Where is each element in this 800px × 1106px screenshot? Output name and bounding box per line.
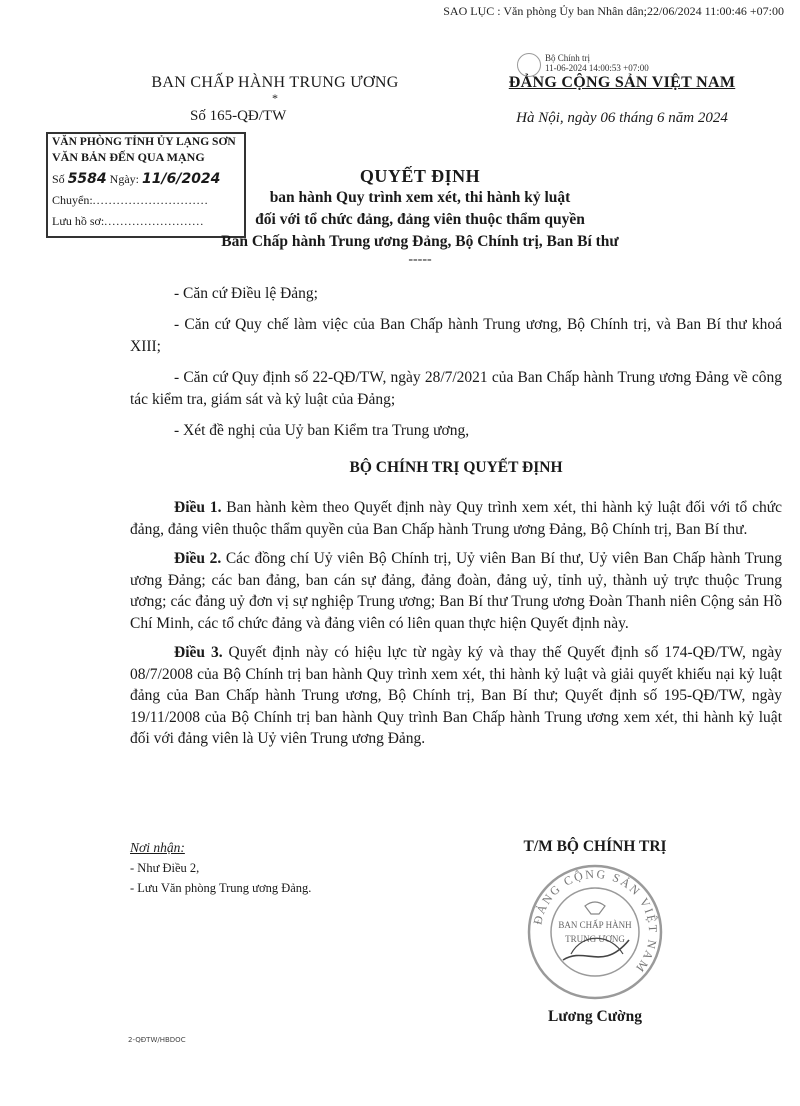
issuer-name: BAN CHẤP HÀNH TRUNG ƯƠNG [151,74,399,91]
digital-signature-timestamp: 11-06-2024 14:00:53 +07:00 [545,63,649,73]
received-stamp-office: VĂN PHÒNG TỈNH ỦY LẠNG SƠN [52,136,236,148]
signature-block [465,838,725,1026]
official-seal [525,862,665,1002]
document-type: QUYẾT ĐỊNH [359,166,481,186]
party-header [462,74,782,127]
seal-emblem-icon [585,902,605,914]
decision-heading: BỘ CHÍNH TRỊ QUYẾT ĐỊNH [349,459,563,476]
article-text: Các đồng chí Uỷ viên Bộ Chính trị, Uỷ viên Ban Bí thư, Uỷ viên Ban Chấp hành Trung ương Đảng; các ban đảng, ban cán sự đảng, đảng đoàn, đảng uỷ, tỉnh uỷ, thành uỷ trực thuộc Trung ương; các đảng uỷ đơn vị sự nghiệp Trung ương; Ban Bí thư Trung ương Đoàn Thanh niên Cộng sản Hồ Chí Minh, các tổ chức đảng và đảng viên có liên quan thực hiện Quyết định này. [130,550,783,632]
legal-basis: - Căn cứ Quy chế làm việc của Ban Chấp hành Trung ương, Bộ Chính trị, và Ban Bí thư khoá XIII; [130,316,782,355]
seal-center-line-1: BAN CHẤP HÀNH [558,920,632,930]
signer-name: Lương Cường [548,1008,642,1025]
title-line-1: ban hành Quy trình xem xét, thi hành kỷ luật [269,189,571,206]
party-name: ĐẢNG CỘNG SẢN VIỆT NAM [508,74,736,91]
document-number: Số 165-QĐ/TW [190,108,287,124]
title-line-2: đối với tổ chức đảng, đảng viên thuộc thẩm quyền [255,211,585,228]
received-date-label: Ngày [109,172,136,186]
issuer-header [80,74,470,125]
seal-center-line-2: TRUNG ƯƠNG [565,934,625,944]
place-date: Hà Nội, ngày 06 tháng 6 năm 2024 [516,110,728,126]
title-separator: ----- [408,252,432,267]
legal-bases [130,283,782,451]
digital-signature-signer: Bộ Chính trị [545,53,591,63]
recipient-item: - Lưu Văn phòng Trung ương Đảng. [130,881,312,895]
articles [130,497,782,758]
received-number-label: Số [52,172,65,186]
article-text: Ban hành kèm theo Quyết định này Quy trình xem xét, thi hành kỷ luật đối với tổ chức đảng, đảng viên thuộc thẩm quyền của Ban Chấp hành Trung ương Đảng, Bộ Chính trị, Ban Bí thư. [130,499,783,538]
header-star: * [272,91,278,105]
copy-certification-line: SAO LỤC : Văn phòng Ủy ban Nhân dân;22/06/2024 11:00:46 +07:00 [443,4,784,18]
seal-icon [525,862,665,1002]
recipient-item: - Như Điều 2, [130,861,200,875]
received-stamp-file-row: Lưu hồ sơ:......................... [52,214,205,228]
article-label: Điều 1. [174,499,222,516]
legal-basis: - Căn cứ Quy định số 22-QĐ/TW, ngày 28/7/2021 của Ban Chấp hành Trung ương Đảng về công tác kiểm tra, giám sát và kỷ luật của Đảng; [130,369,782,408]
received-stamp-channel: VĂN BẢN ĐẾN QUA MẠNG [52,150,205,164]
article-3 [130,642,782,750]
received-stamp-transfer-row: Chuyển:............................. [52,193,209,207]
digital-signature-stamp [545,53,649,73]
seal-ring-text: ĐẢNG CỘNG SẢN VIỆT NAM [530,866,661,977]
received-date-value: 11/6/2024 [142,171,221,187]
received-file-label: Lưu hồ sơ: [52,214,105,228]
received-stamp-number-row: Số 5584 Ngày: 11/6/2024 [52,171,221,187]
recipients-label: Nơi nhận: [130,840,185,855]
received-transfer-label: Chuyển: [52,193,93,207]
article-label: Điều 3. [174,644,223,661]
footer-code: 2-QĐTW/HBDOC [128,1036,186,1044]
on-behalf-of: T/M BỘ CHÍNH TRỊ [523,838,667,855]
received-number-value: 5584 [67,171,107,187]
decision-title-block [200,166,640,267]
article-2 [130,548,782,634]
legal-basis: - Xét đề nghị của Uỷ ban Kiểm tra Trung ương, [174,422,470,439]
article-label: Điều 2. [174,550,222,567]
recipients [130,838,311,898]
legal-basis: - Căn cứ Điều lệ Đảng; [174,285,318,302]
article-text: Quyết định này có hiệu lực từ ngày ký và thay thế Quyết định số 174-QĐ/TW, ngày 08/7/2008 của Bộ Chính trị ban hành Quy trình xem xét, thi hành kỷ luật và giải quyết khiếu nại kỷ luật đảng của Ban Chấp hành Trung ương, Bộ Chính trị, Ban Bí thư; Quyết định số 195-QĐ/TW, ngày 19/11/2008 của Bộ Chính trị ban hành Quy trình Ban Chấp hành Trung ương xem xét, thi hành kỷ luật đối với đảng viên là Uỷ viên Trung ương Đảng. [130,644,783,747]
article-1 [130,497,782,540]
title-line-3: Ban Chấp hành Trung ương Đảng, Bộ Chính trị, Ban Bí thư [221,233,619,250]
